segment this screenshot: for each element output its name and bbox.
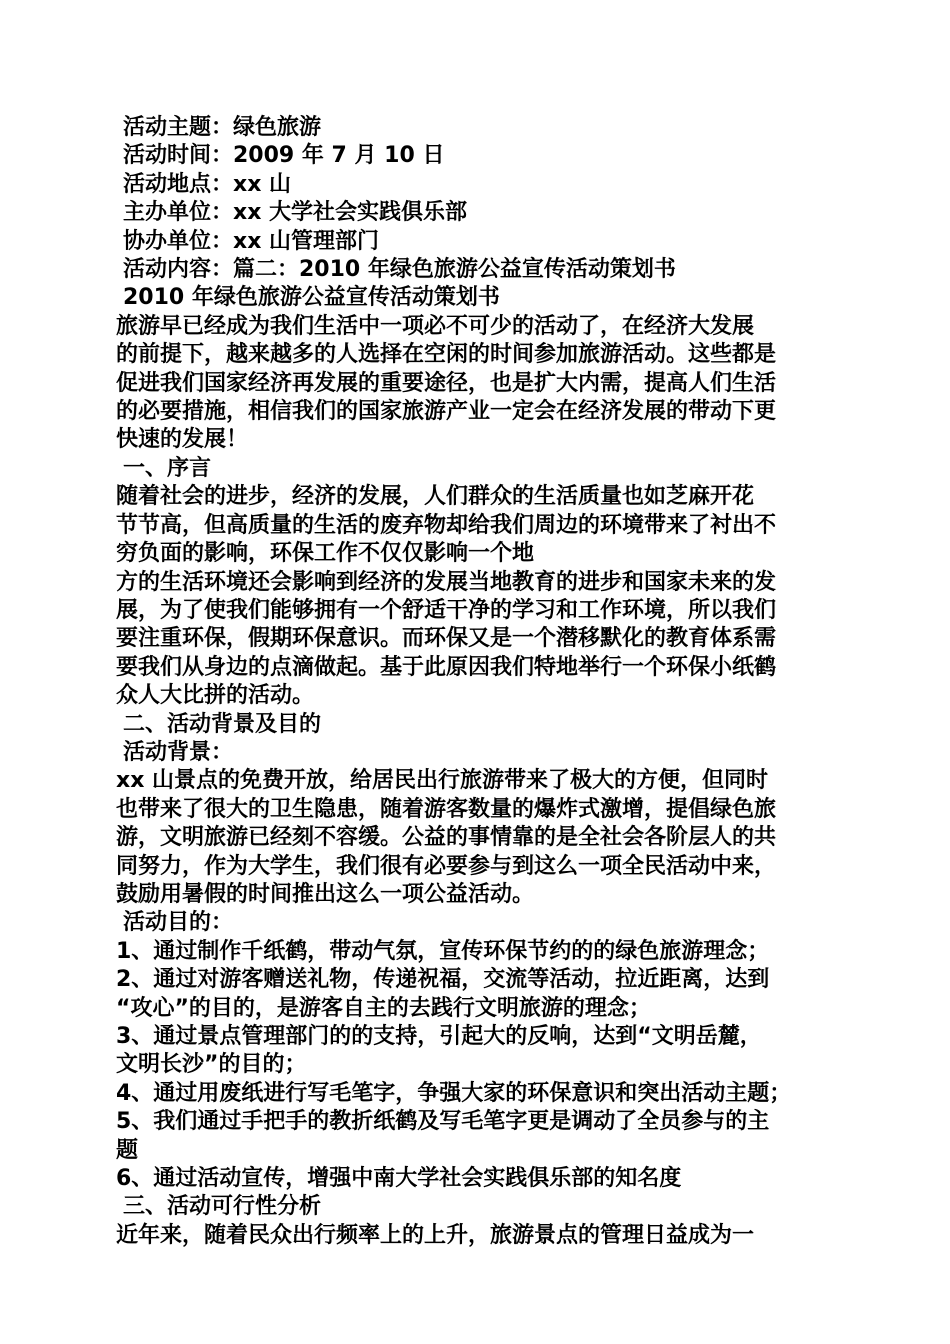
purpose-line: 1、通过制作千纸鹤，带动气氛，宣传环保节约的的绿色旅游理念； [116, 938, 770, 964]
preface-line: 众人大比拼的活动。 [116, 683, 315, 709]
section-heading-feasibility: 三、活动可行性分析 [123, 1194, 322, 1220]
feasibility-line: 近年来，随着民众出行频率上的上升，旅游景点的管理日益成为一 [116, 1222, 755, 1248]
document-title: 2010 年绿色旅游公益宣传活动策划书 [123, 285, 500, 311]
purpose-line: 2、通过对游客赠送礼物，传递祝福，交流等活动，拉近距离，达到 [116, 967, 770, 993]
intro-line: 的必要措施，相信我们的国家旅游产业一定会在经济发展的带动下更 [116, 399, 777, 425]
purpose-line: 5、我们通过手把手的教折纸鹤及写毛笔字更是调动了全员参与的主 [116, 1109, 770, 1135]
purpose-label: 活动目的： [123, 910, 234, 936]
preface-line: 要注重环保，假期环保意识。而环保又是一个潜移默化的教育体系需 [116, 626, 777, 652]
preface-line: 展，为了使我们能够拥有一个舒适干净的学习和工作环境，所以我们 [116, 597, 777, 623]
activity-time: 活动时间：2009 年 7 月 10 日 [123, 143, 445, 169]
section-heading-preface: 一、序言 [123, 455, 212, 481]
purpose-line: 3、通过景点管理部门的的支持，引起大的反响，达到“文明岳麓， [116, 1024, 762, 1049]
intro-line: 旅游早已经成为我们生活中一项必不可少的活动了，在经济大发展 [116, 313, 755, 339]
activity-theme: 活动主题：绿色旅游 [123, 115, 322, 140]
preface-line: 要我们从身边的点滴做起。基于此原因我们特地举行一个环保小纸鹤 [116, 654, 777, 680]
background-line: 鼓励用暑假的时间推出这么一项公益活动。 [116, 881, 535, 907]
background-label: 活动背景： [123, 739, 234, 765]
activity-location: 活动地点：xx 山 [123, 171, 292, 197]
document-page [116, 114, 840, 1250]
preface-line: 穷负面的影响，环保工作不仅仅影响一个地 [116, 541, 535, 567]
intro-line: 快速的发展！ [116, 427, 249, 453]
activity-organizer: 主办单位：xx 大学社会实践俱乐部 [123, 200, 468, 226]
background-line: 游，文明旅游已经刻不容缓。公益的事情靠的是全社会各阶层人的共 [116, 825, 777, 851]
purpose-line: 题 [116, 1137, 139, 1163]
section-heading-background: 二、活动背景及目的 [123, 711, 322, 737]
purpose-line: 4、通过用废纸进行写毛笔字，争强大家的环保意识和突出活动主题； [116, 1080, 792, 1106]
purpose-line: 文明长沙”的目的； [116, 1052, 307, 1078]
background-line: xx 山景点的免费开放，给居民出行旅游带来了极大的方便，但同时 [116, 768, 769, 794]
activity-content: 活动内容：篇二：2010 年绿色旅游公益宣传活动策划书 [123, 257, 676, 283]
activity-co-organizer: 协办单位：xx 山管理部门 [123, 228, 380, 254]
background-line: 也带来了很大的卫生隐患，随着游客数量的爆炸式激增，提倡绿色旅 [116, 796, 777, 822]
preface-line: 随着社会的进步，经济的发展，人们群众的生活质量也如芝麻开花 [116, 484, 755, 510]
intro-line: 促进我们国家经济再发展的重要途径，也是扩大内需，提高人们生活 [116, 370, 777, 396]
purpose-line: 6、通过活动宣传，增强中南大学社会实践俱乐部的知名度 [116, 1166, 682, 1192]
intro-line: 的前提下，越来越多的人选择在空闲的时间参加旅游活动。这些都是 [116, 342, 777, 368]
background-line: 同努力，作为大学生，我们很有必要参与到这么一项全民活动中来， [116, 853, 777, 879]
purpose-line: “攻心”的目的，是游客自主的去践行文明旅游的理念； [116, 995, 651, 1021]
preface-line: 节节高，但高质量的生活的废弃物却给我们周边的环境带来了衬出不 [116, 512, 777, 538]
preface-line: 方的生活环境还会影响到经济的发展当地教育的进步和国家未来的发 [116, 569, 777, 595]
